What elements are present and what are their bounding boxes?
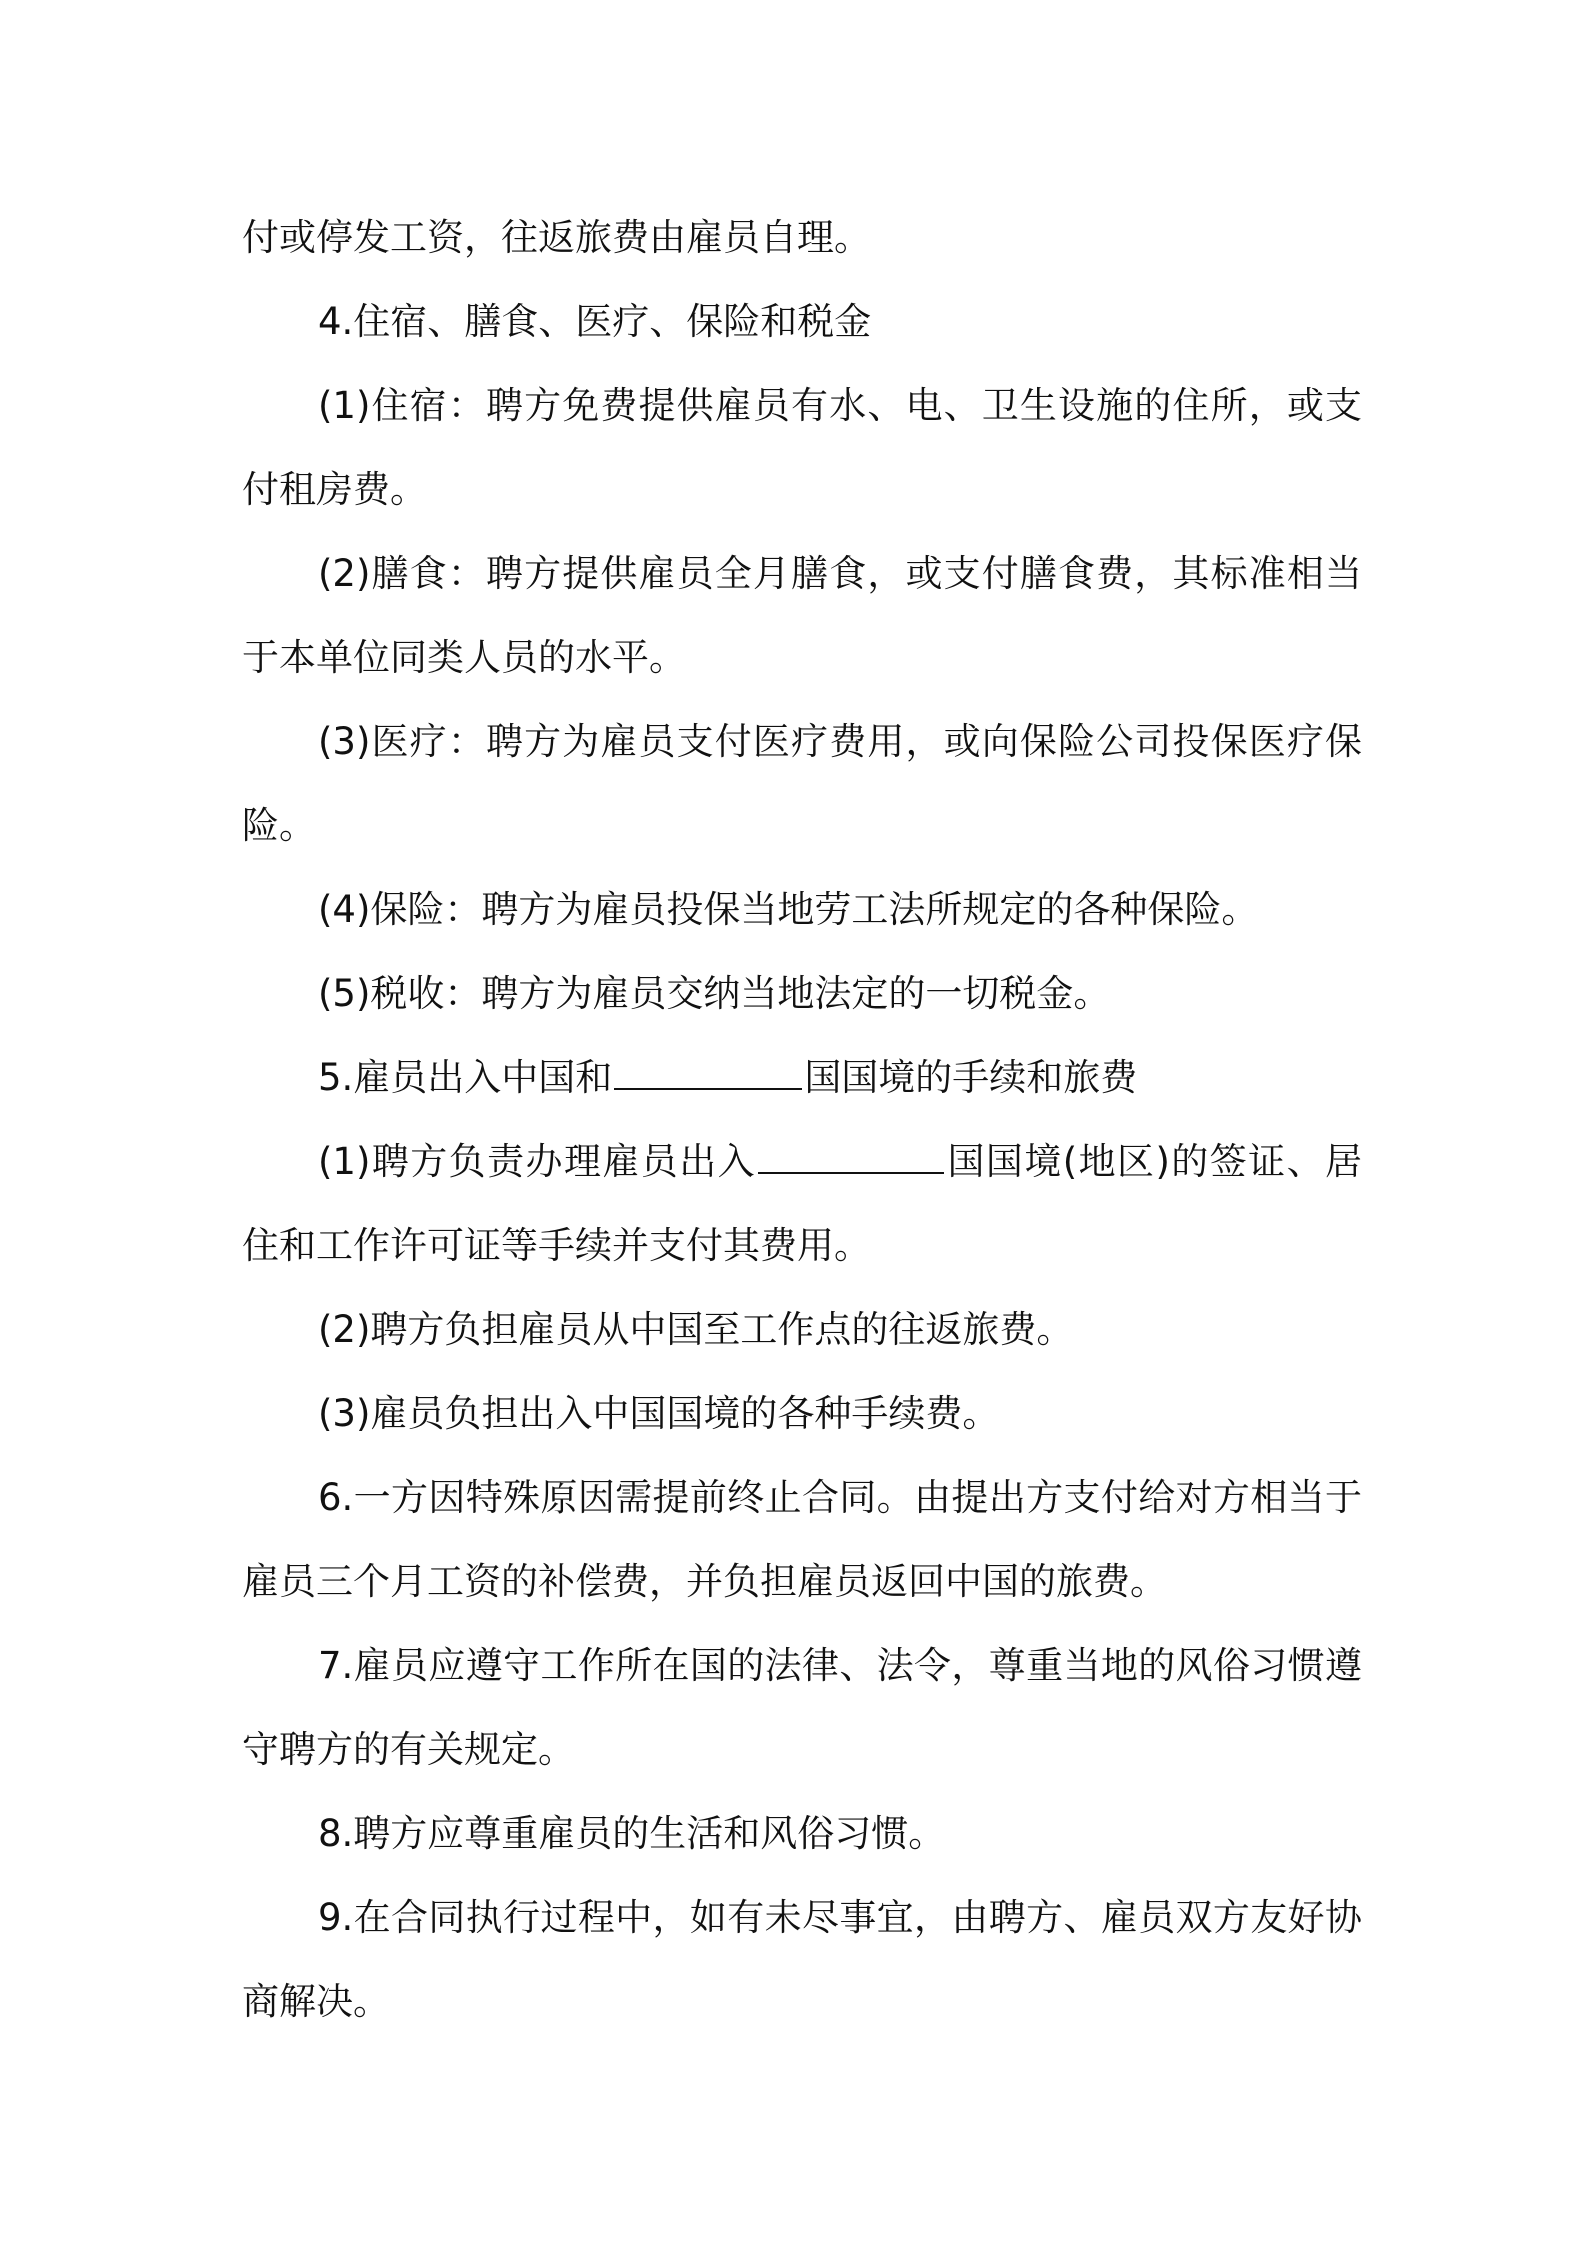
paragraph-accommodation: (1)住宿：聘方免费提供雇员有水、电、卫生设施的住所，或支付租房费。: [242, 384, 1362, 511]
paragraph-visa-procedures: [242, 1120, 1362, 1288]
section-5-heading-before: 5.雇员出入中国和: [318, 1056, 613, 1099]
section-5-heading-after: 国国境的手续和旅费: [804, 1056, 1138, 1099]
country-blank-field: [758, 1138, 944, 1174]
section-8-customs: 8.聘方应尊重雇员的生活和风俗习惯。: [318, 1812, 946, 1855]
paragraph-tax: (5)税收：聘方为雇员交纳当地法定的一切税金。: [318, 972, 1111, 1015]
country-blank-field: [614, 1054, 802, 1090]
section-6-termination: 6.一方因特殊原因需提前终止合同。由提出方支付给对方相当于雇员三个月工资的补偿费，并负担雇员返回中国的旅费。: [242, 1476, 1362, 1603]
paragraph-wages-continuation: 付或停发工资，往返旅费由雇员自理。: [242, 216, 871, 259]
document-body: [242, 196, 1362, 2044]
section-4-heading: 4.住宿、膳食、医疗、保险和税金: [318, 300, 872, 343]
paragraph-medical: (3)医疗：聘方为雇员支付医疗费用，或向保险公司投保医疗保险。: [242, 720, 1362, 847]
paragraph-travel-expenses: (2)聘方负担雇员从中国至工作点的往返旅费。: [318, 1308, 1074, 1351]
paragraph-border-fees: (3)雇员负担出入中国国境的各种手续费。: [318, 1392, 1000, 1435]
visa-procedures-before: (1)聘方负责办理雇员出入: [318, 1140, 757, 1183]
visa-procedures-after: 国国境(地区)的签证、居住和工作许可证等手续并支付其费用。: [242, 1140, 1362, 1267]
paragraph-insurance: (4)保险：聘方为雇员投保当地劳工法所规定的各种保险。: [318, 888, 1259, 931]
section-9-negotiation: 9.在合同执行过程中，如有未尽事宜，由聘方、雇员双方友好协商解决。: [242, 1896, 1362, 2023]
section-5-heading: [242, 1036, 1362, 1120]
paragraph-meals: (2)膳食：聘方提供雇员全月膳食，或支付膳食费，其标准相当于本单位同类人员的水平。: [242, 552, 1362, 679]
section-7-laws: 7.雇员应遵守工作所在国的法律、法令，尊重当地的风俗习惯遵守聘方的有关规定。: [242, 1644, 1362, 1771]
